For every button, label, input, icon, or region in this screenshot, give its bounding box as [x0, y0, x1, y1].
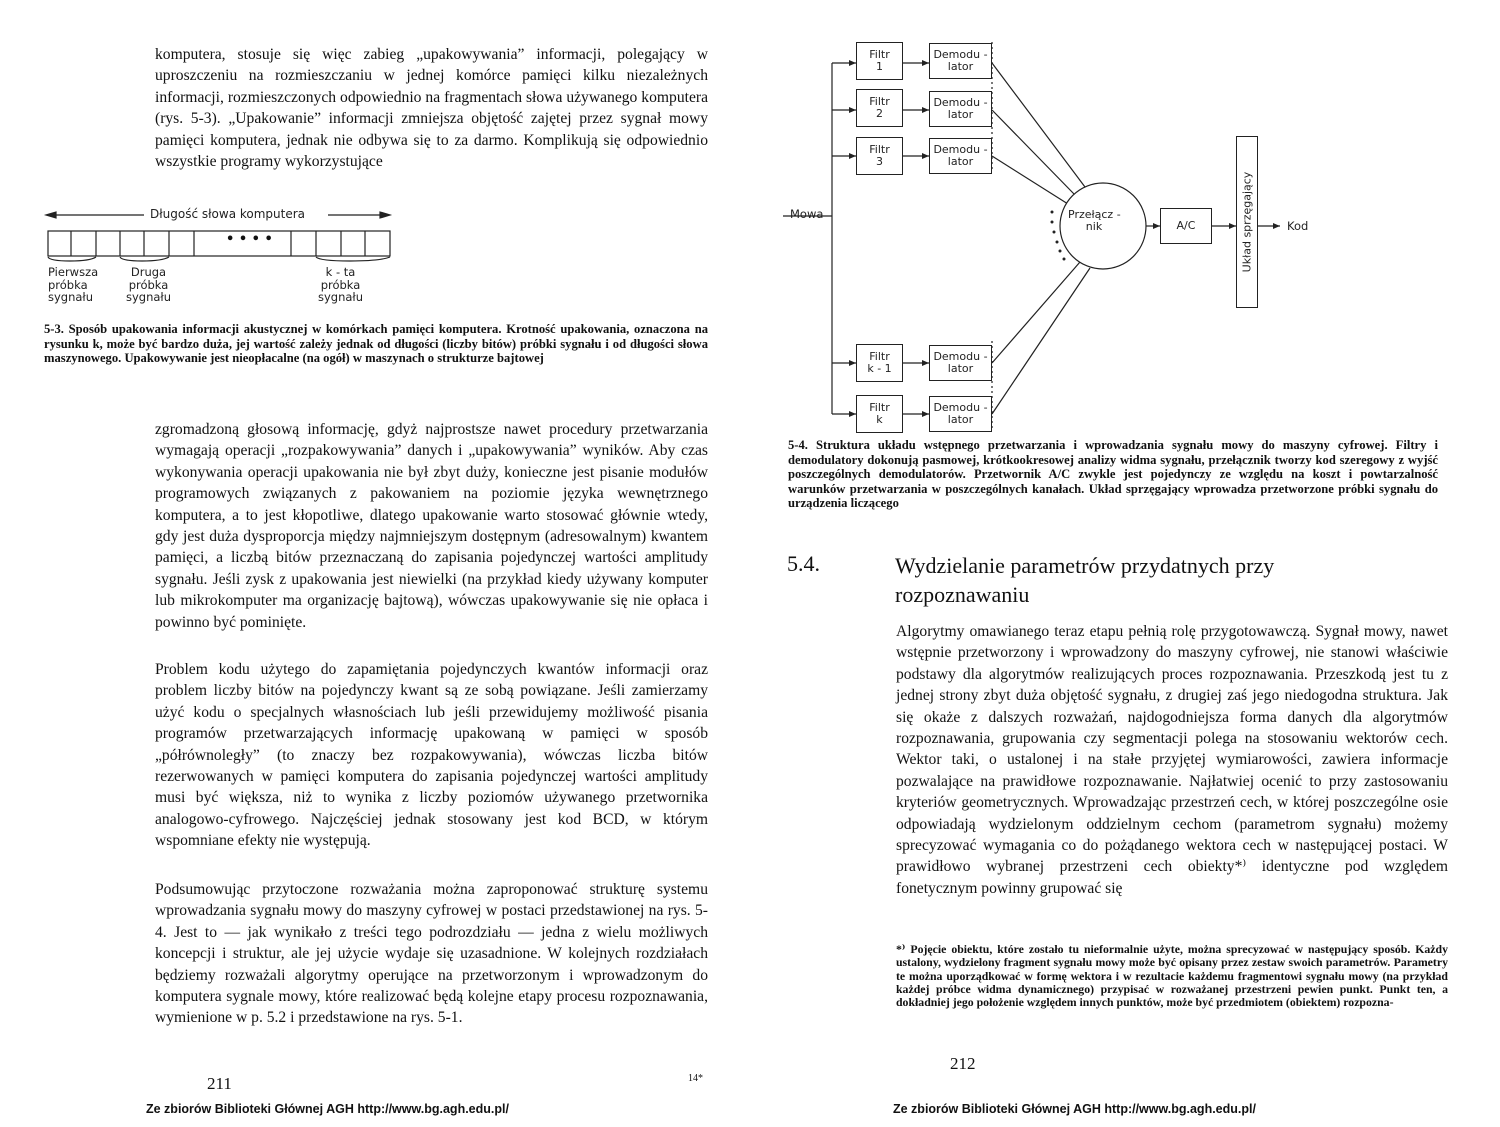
demodulator-k-box: Demodu - lator [929, 396, 992, 432]
left-paragraph-1: zgromadzoną głosową informację, gdyż najprostsze nawet procedury przetwarzania wymagają operacji „rozpakowywania” danych i „upakowywania” wyników. Aby czas wykonywania operacji upakowania nie był zbyt duży, konieczne jest pisanie modułów programowych związanych z pakowaniem na poziomie języka wewnętrznego komputera, a to jest kłopotliwe, dlatego upakowanie warto stosować głównie wtedy, gdy jest duża dysproporcja między najmniejszym dostępnym (adresowalnym) kwantem pamięci, a liczbą bitów przeznaczaną do zapisania pojedynczej wartości amplitudy sygnału. Jeśli zysk z upakowania jest niewielki (na przykład kiedy używany komputer lub mikrokomputer ma organizację bajtową), wówczas upakowywanie się nie opłaca i powinno być pominięte. [155, 421, 708, 631]
left-footer: Ze zbiorów Biblioteki Głównej AGH http://www.bg.agh.edu.pl/ [146, 1102, 509, 1116]
right-footer: Ze zbiorów Biblioteki Głównej AGH http://www.bg.agh.edu.pl/ [893, 1102, 1256, 1116]
label-second-sample: Druga próbka sygnału [126, 265, 171, 304]
coupler-label: Układ sprzęgający [1240, 171, 1254, 273]
label-first-sample: Pierwsza próbka sygnału [48, 265, 99, 304]
switch-label: Przełącz - nik [1068, 208, 1121, 233]
word-length-label: Długość słowa komputera [150, 207, 306, 221]
filter-k-box: Filtr k [856, 395, 903, 433]
filter-2-box: Filtr 2 [856, 89, 903, 127]
signature-mark: 14* [688, 1073, 703, 1084]
left-paragraph-top: komputera, stosuje się więc zabieg „upakowywania” informacji, polegający w uproszczeniu na rozmieszczaniu w jednej komórce pamięci kilku niezależnych informacji, rozmieszczonych odpowiednio na fragmentach słowa używanego komputera (rys. 5-3). „Upakowanie” informacji zmniejsza objętość zajętej przez sygnał mowy pamięci komputera, jednak nie odbywa się to za darmo. Komplikują się odpowiednio wszystkie programy wykorzystujące [155, 46, 708, 171]
demodulator-2-box: Demodu - lator [929, 91, 992, 127]
output-label-kod: Kod [1287, 219, 1309, 233]
filter-3-box: Filtr 3 [856, 137, 903, 175]
demodulator-3-box: Demodu - lator [929, 138, 992, 174]
ac-converter-box: A/C [1160, 208, 1212, 244]
filter-k-1-box: Filtr k - 1 [856, 344, 903, 382]
left-page-number: 211 [207, 1074, 232, 1093]
input-label-mowa: Mowa [790, 207, 824, 221]
demodulator-1-box: Demodu - lator [929, 43, 992, 79]
right-paragraph-1: Algorytmy omawianego teraz etapu pełnią rolę przygotowawczą. Sygnał mowy, nawet wstępnie przetworzony i wprowadzony do maszyny cyfrowej, nie stanowi właściwie podstawy dla algorytmów realizujących proces rozpoznawania. Przeszkodą jest tu z jednej strony zbyt duża objętość sygnału, z drugiej zaś jego niedogodna struktura. Jak się okaże z dalszych rozważań, najdogodniejsza forma danych dla algorytmów rozpoznawania, grupowania czy segmentacji polega na stosowaniu wektorów cech. Wektor taki, o ustalonej i na stałe przyjętej wymiarowości, zawiera informacje pozwalające na prawidłowe rozpoznawanie. Najłatwiej ocenić to przy zastosowaniu kryteriów geometrycznych. Wprowadzając przestrzeń cech, w której poszczególne osie odpowiadają wydzielonym oddzielnym cechom (parametrom sygnału) możemy sprecyzować wymagania co do pożądanego wektora cech w następującej postaci. W prawidłowo wybranej przestrzeni cech obiekty*⁾ identyczne pod względem fonetycznym powinny grupować się [896, 623, 1448, 897]
right-page-number: 212 [950, 1054, 976, 1073]
section-number: 5.4. [787, 551, 820, 576]
coupler-box [1236, 136, 1258, 308]
caption-5-4: 5-4. Struktura układu wstępnego przetwarzania i wprowadzania sygnału mowy do maszyny cyfrowej. Filtry i demodulatory dokonują pasmowej, krótkookresowej analizy widma sygnału, przełącznik tworzy kod szeregowy z wyjść poszczególnych demodulatorów. Przetwornik A/C zwykle jest pojedynczy ze względu na koszt i powtarzalność warunków przetwarzania w poszczególnych kanałach. Układ sprzęgający wprowadza przetworzone próbki sygnału do urządzenia liczącego [788, 438, 1438, 511]
left-paragraph-3: Podsumowując przytoczone rozważania można zaproponować strukturę systemu wprowadzania sygnału mowy do maszyny cyfrowej w postaci przedstawionej na rys. 5-4. Jest to — jak wynikało z treści tego podrozdziału — jedna z wielu możliwych koncepcji i struktur, ale jej użycie wydaje się uzasadnione. W kolejnych rozdziałach będziemy rozważali algorytmy operujące na przetworzonym i wprowadzonym do komputera sygnale mowy, które realizować będą kolejne etapy procesu rozpoznawania, wymienione w p. 5.2 i przedstawione na rys. 5-1. [155, 881, 708, 1027]
caption-5-3: 5-3. Sposób upakowania informacji akustycznej w komórkach pamięci komputera. Krotność upakowania, oznaczona na rysunku k, może być bardzo duża, jej wartość zależy jednak od długości (liczby bitów) próbki sygnału i od długości słowa maszynowego. Upakowywanie jest nieopłacalne (na ogół) w maszynach o strukturze bajtowej [44, 322, 708, 366]
label-kth-sample: k - ta próbka sygnału [318, 265, 363, 304]
section-title: Wydzielanie parametrów przydatnych przy rozpoznawaniu [895, 553, 1275, 607]
left-paragraph-2: Problem kodu użytego do zapamiętania pojedynczych kwantów informacji oraz problem liczby bitów na pojedynczy kwant są ze sobą powiązane. Jeśli zamierzamy użyć kodu o specjalnych własnościach lub jeśli przewidujemy możliwość pisania programów przetwarzających informację upakowaną w pamięci w sposób „półrównoległy” (to znaczy bez rozpakowywania), wówczas liczba bitów rezerwowanych w pamięci komputera do zapisania pojedynczej wartości amplitudy musi być większa, niż to wynika z liczby poziomów używanego przetwornika analogowo-cyfrowego. Najczęściej jednak stosowany jest kod BCD, w którym wspomniane efekty nie występują. [155, 661, 708, 850]
demodulator-k-1-box: Demodu - lator [929, 345, 992, 381]
filter-1-box: Filtr 1 [856, 42, 903, 80]
footnote: *⁾ Pojęcie obiektu, które zostało tu nieformalnie użyte, można sprecyzować w następujący sposób. Każdy ustalony, wydzielony fragment sygnału mowy może być opisany przez zestaw swoich parametrów. Parametry te można uporządkować w formę wektora i w rezultacie każdemu fragmentowi sygnału mowy (na przykład każdej próbce widma dynamicznego) przypisać w rozważanej przestrzeni pewien punkt. Punkt ten, a dokładniej jego położenie względem innych punktów, może być przedmiotem (obiektem) rozpozna- [896, 942, 1448, 1010]
packing-dots: • • • • [226, 232, 273, 247]
